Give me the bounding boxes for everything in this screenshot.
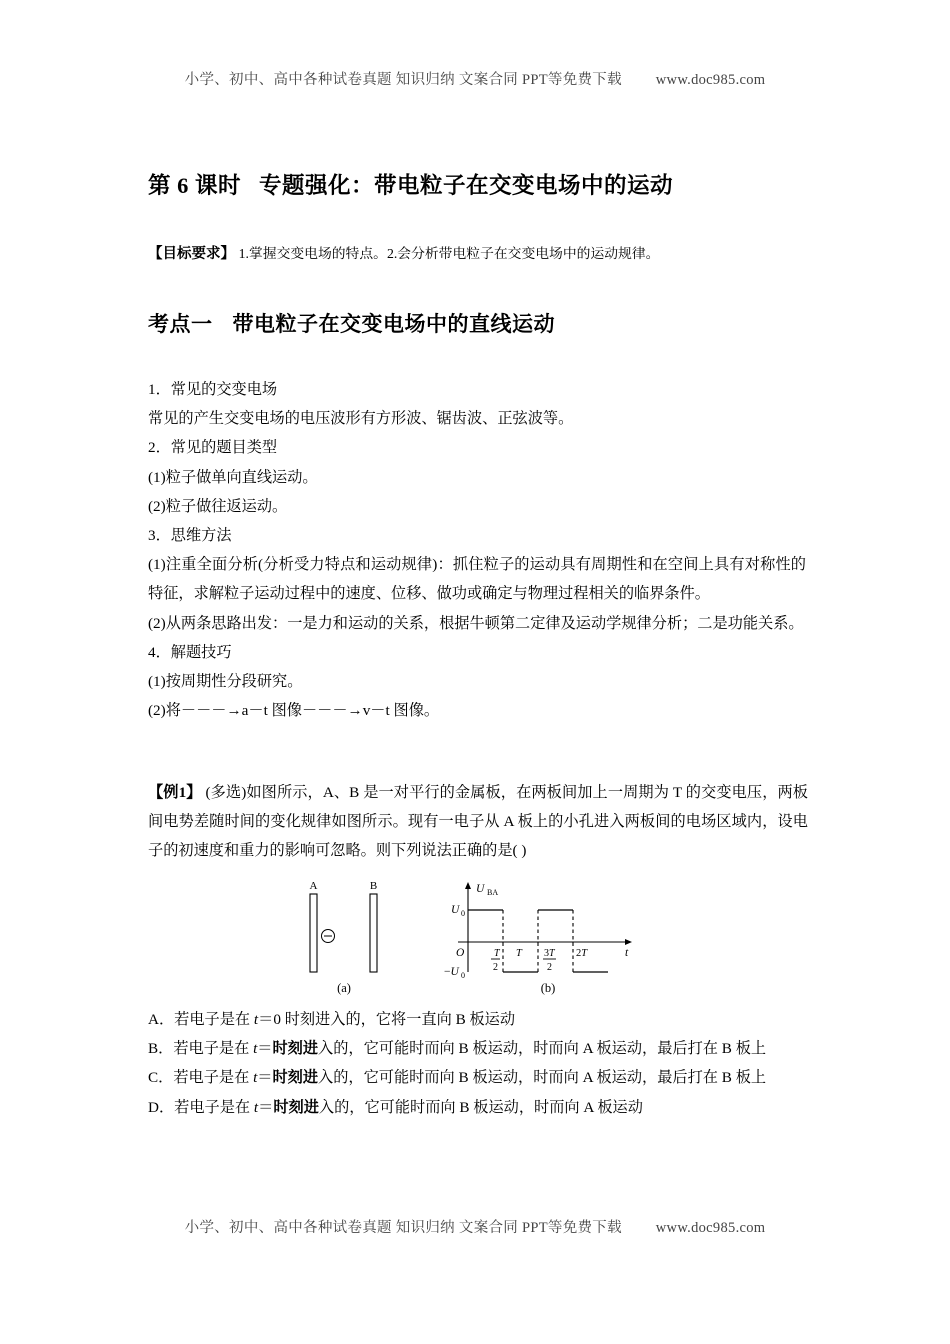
option-d-mid: ＝ [258,1098,274,1116]
svg-text:A: A [309,880,318,892]
svg-text:2T: 2T [576,948,588,959]
page-title [148,168,673,200]
option-a [148,1005,808,1034]
svg-text:0: 0 [461,909,465,918]
goal-requirement [148,243,808,265]
option-d [148,1093,808,1122]
section-label: 考点一 [148,312,213,336]
section-heading [148,308,555,338]
body-line: (2)粒子做往返运动。 [148,497,288,515]
option-a-mid: ＝0 时刻进入的，它将一直向 B 板运动 [258,1011,516,1028]
example-figure [148,880,808,1000]
option-b-bold: 时刻进 [272,1040,319,1058]
option-d-post: 入的，它可能时而向 B 板运动，时而向 A 板运动 [318,1098,643,1116]
body-line: (1)按周期性分段研究。 [148,673,303,691]
watermark-top-left: 小学、初中、高中各种试卷真题 知识归纳 文案合同 PPT等免费下载 [184,72,622,88]
option-d-key: D． [148,1098,175,1116]
option-a-key: A． [148,1011,175,1028]
example-paragraph [148,778,808,866]
body-line: (2)从两条思路出发：一是力和运动的关系，根据牛顿第二定律及运动学规律分析；二是功能关系。 [148,614,804,632]
svg-text:B: B [369,880,378,892]
example-text: 如图所示，A、B 是一对平行的金属板，在两板间加上一周期为 T 的交变电压，两板间电势差随时间的变化规律如图所示。现有一电子从 A 板上的小孔进入两板间的电场区域内，设电子的初速度和重力的影响可忽略。则下列说法正确的是( ) [148,784,808,860]
watermark-bottom [0,1216,950,1237]
example-label: 【例1】 [148,784,202,801]
svg-text:3T: 3T [544,948,555,959]
option-a-var: t [253,1011,259,1028]
option-c-mid: ＝ [257,1069,273,1087]
option-c-post: 入的，它可能时而向 B 板运动，时而向 A 板运动，最后打在 B 板上 [318,1069,767,1087]
svg-text:U: U [476,883,485,895]
svg-text:t: t [625,947,629,959]
option-b-key: B． [148,1040,174,1058]
svg-text:0: 0 [461,971,465,980]
option-c-var: t [253,1069,258,1087]
body-line: 2．常见的题目类型 [148,439,278,457]
option-b-pre: 若电子是在 [173,1040,254,1058]
option-c-pre: 若电子是在 [173,1069,254,1087]
option-c-bold: 时刻进 [272,1069,319,1087]
svg-text:(a): (a) [337,981,351,995]
figure-a-plates [310,880,378,995]
svg-text:2: 2 [493,962,498,973]
watermark-top-right: www.doc985.com [655,72,766,88]
watermark-bottom-right: www.doc985.com [655,1220,766,1236]
figure-svg [148,880,808,1000]
option-b-post: 入的，它可能时而向 B 板运动，时而向 A 板运动，最后打在 B 板上 [318,1040,767,1058]
option-b-var: t [253,1040,258,1058]
goal-label: 【目标要求】 [148,246,235,262]
svg-text:O: O [456,947,465,959]
option-c [148,1063,808,1092]
answer-options [148,1005,808,1122]
section-name: 带电粒子在交变电场中的直线运动 [232,312,555,336]
option-d-pre: 若电子是在 [174,1098,254,1116]
example-tag: (多选) [205,784,247,801]
body-line: 1．常见的交变电场 [148,381,278,398]
section-body [148,375,806,725]
body-line: (2)将－－－→a－t 图像－－－→v－t 图像。 [148,702,440,720]
body-line: (1)注重全面分析(分析受力特点和运动规律)：抓住粒子的运动具有周期性和在空间上具有对称性的特征，求解粒子运动过程中的速度、位移、做功或确定与物理过程相关的临界条件。 [148,556,806,603]
svg-text:−U: −U [444,966,459,978]
svg-text:T: T [494,948,500,959]
option-b-mid: ＝ [257,1040,273,1058]
body-line: 常见的产生交变电场的电压波形有方形波、锯齿波、正弦波等。 [148,410,574,428]
body-line: 3．思维方法 [148,527,232,545]
goal-text: 1.掌握交变电场的特点。2.会分析带电粒子在交变电场中的运动规律。 [238,246,660,261]
svg-text:U: U [451,904,460,916]
body-line: 4．解题技巧 [148,643,232,661]
watermark-top [0,68,950,89]
svg-text:2: 2 [547,962,552,973]
body-line: (1)粒子做单向直线运动。 [148,468,318,486]
option-a-pre: 若电子是在 [174,1011,254,1028]
option-b [148,1034,808,1063]
svg-text:BA: BA [487,888,499,897]
title-lesson: 第 6 课时 [148,173,242,198]
figure-b-graph [444,882,632,995]
title-topic: 专题强化：带电粒子在交变电场中的运动 [259,173,674,198]
svg-text:(b): (b) [540,981,556,995]
option-c-key: C． [148,1069,174,1087]
svg-text:T: T [516,948,522,959]
option-d-var: t [253,1098,259,1116]
watermark-bottom-left: 小学、初中、高中各种试卷真题 知识归纳 文案合同 PPT等免费下载 [184,1220,622,1236]
option-d-bold: 时刻进 [273,1098,319,1116]
